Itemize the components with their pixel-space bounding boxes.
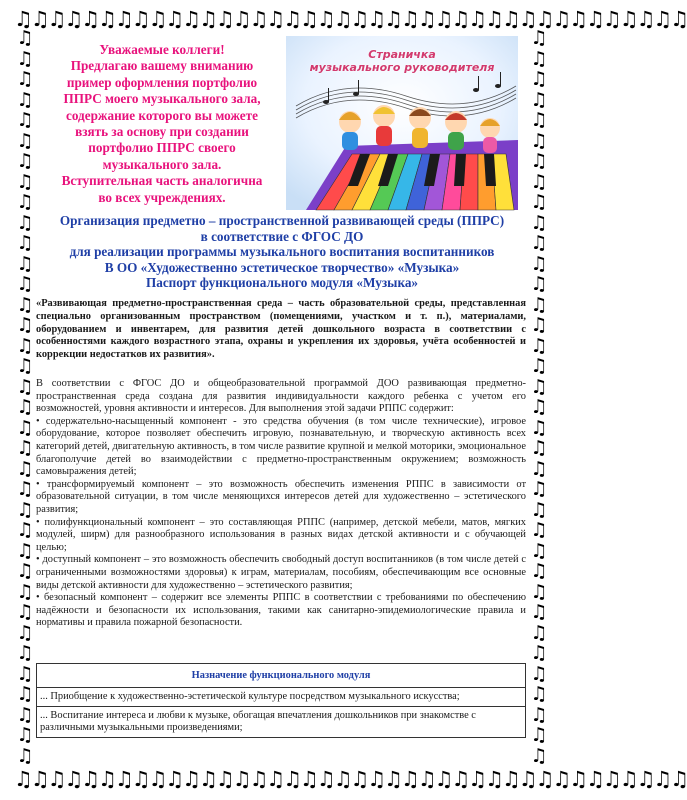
frame-left-notes: ♫ ♫ ♫ ♫ ♫ ♫ ♫ ♫ ♫ ♫ ♫ ♫ ♫ ♫ ♫ ♫ ♫ ♫ ♫ ♫ ♫ ♫ ♫ ♫ ♫ ♫ ♫ ♫ ♫ ♫ ♫ ♫ ♫ ♫ ♫ ♫ xyxy=(16,27,34,767)
body-paragraph: В соответствии с ФГОС ДО и общеобразовательной программой ДОО развивающая предметно-пространственная среда создана для развития индивидуальности каждого ребенка с учетом его возможностей, уровня активности и интересов. Для выполнения этой задачи РППС содержит: xyxy=(36,378,526,415)
intro-line: музыкального зала. xyxy=(102,156,222,172)
body-paragraph: • полифункциональный компонент – это составляющая РППС (например, детской мебели, матов, мягких модулей, ширм) для разнообразного использования в разных видах детской активности и с обучающей целью; xyxy=(36,516,526,553)
table-row: ... Воспитание интереса и любви к музыке, обогащая впечатления дошкольников при знакомстве с различными музыкальными произведениями; xyxy=(40,709,476,734)
table-row: ... Приобщение к художественно-эстетической культуре посредством музыкального искусства; xyxy=(37,688,525,707)
heading-line: для реализации программы музыкального воспитания воспитанников xyxy=(69,244,495,260)
intro-line: ППРС моего музыкального зала, xyxy=(63,91,261,107)
intro-line: Вступительная часть аналогична xyxy=(61,173,263,189)
table-header: Назначение функционального модуля xyxy=(37,664,525,688)
banner-title-line: Страничка xyxy=(368,48,436,61)
banner-title xyxy=(286,48,518,74)
heading-line: в соответствие с ФГОС ДО xyxy=(200,228,364,244)
intro-line: содержание которого вы можете xyxy=(65,107,258,123)
frame-bottom-notes: ♫♫♫♫♫♫♫♫♫♫♫♫♫♫♫♫♫♫♫♫♫♫♫♫♫♫♫♫♫♫♫♫♫♫♫♫♫♫♫♫ xyxy=(14,767,687,791)
document-headings xyxy=(46,213,518,291)
heading-line: Паспорт функционального модуля «Музыка» xyxy=(145,275,419,291)
body-paragraph: • трансформируемый компонент – это возможность обеспечить изменения РППС в зависимости от образовательной ситуации, в том числе меняющихся интересов детей для художественно – эстетического развития; xyxy=(36,478,526,515)
intro-line: Уважаемые коллеги! xyxy=(99,42,225,57)
heading-line: Организация предметно – пространственной развивающей среды (ППРС) xyxy=(59,213,505,228)
module-purpose-table xyxy=(36,663,526,738)
body-paragraph: • доступный компонент – это возможность обеспечить свободный доступ воспитанников (в том числе детей с ограниченными возможностями здоровья) к играм, материалам, пособиям, обеспечивающим все основные виды детской активности для художественно – эстетического развития; xyxy=(36,554,526,591)
banner-title-line: музыкального руководителя xyxy=(309,61,495,74)
intro-line: во всех учреждениях. xyxy=(98,189,226,205)
music-banner-illustration xyxy=(286,36,518,210)
heading-line: В ОО «Художественно эстетическое творчество» «Музыка» xyxy=(104,259,460,275)
body-text xyxy=(36,378,526,630)
body-paragraph: • безопасный компонент – содержит все элементы РППС в соответствии с требованиями по обеспечению надёжности и безопасности их использования, такими как санитарно-эпидемиологические правила и нормативы и правила пожарной безопасности. xyxy=(36,592,526,629)
frame-top-notes: ♫♫♫♫♫♫♫♫♫♫♫♫♫♫♫♫♫♫♫♫♫♫♫♫♫♫♫♫♫♫♫♫♫♫♫♫♫♫♫♫ xyxy=(14,7,687,31)
body-paragraph: • содержательно-насыщенный компонент - это средства обучения (в том числе технические), игровое оборудование, которое позволяет обеспечить игровую, познавательную, и творческую активность всех категорий детей, двигательную активность, в том числе развитие крупной и мелкой моторики, эмоциональное благополучие детей во взаимодействии с предметно-пространственным окружением; возможность самовыражения детей; xyxy=(36,415,526,478)
intro-greeting xyxy=(46,42,278,206)
definition-quote: «Развивающая предметно-пространственная среда – часть образовательной среды, представленная специально организованным пространством (помещениями, участком и т. п.), материалами, оборудованием и инвентарем, для развития детей дошкольного возраста в соответствии с особенностями каждого возрастного этапа, охраны и укрепления их здоровья, учёта особенностей и коррекции недостатков их развития». xyxy=(36,298,526,361)
intro-line: пример оформления портфолио xyxy=(66,74,258,90)
intro-line: взять за основу при создании xyxy=(75,124,249,140)
frame-right-notes: ♫ ♫ ♫ ♫ ♫ ♫ ♫ ♫ ♫ ♫ ♫ ♫ ♫ ♫ ♫ ♫ ♫ ♫ ♫ ♫ ♫ ♫ ♫ ♫ ♫ ♫ ♫ ♫ ♫ ♫ ♫ ♫ ♫ ♫ ♫ ♫ xyxy=(530,27,548,767)
intro-line: портфолио ППРС своего xyxy=(88,140,236,156)
intro-line: Предлагаю вашему вниманию xyxy=(70,58,254,74)
